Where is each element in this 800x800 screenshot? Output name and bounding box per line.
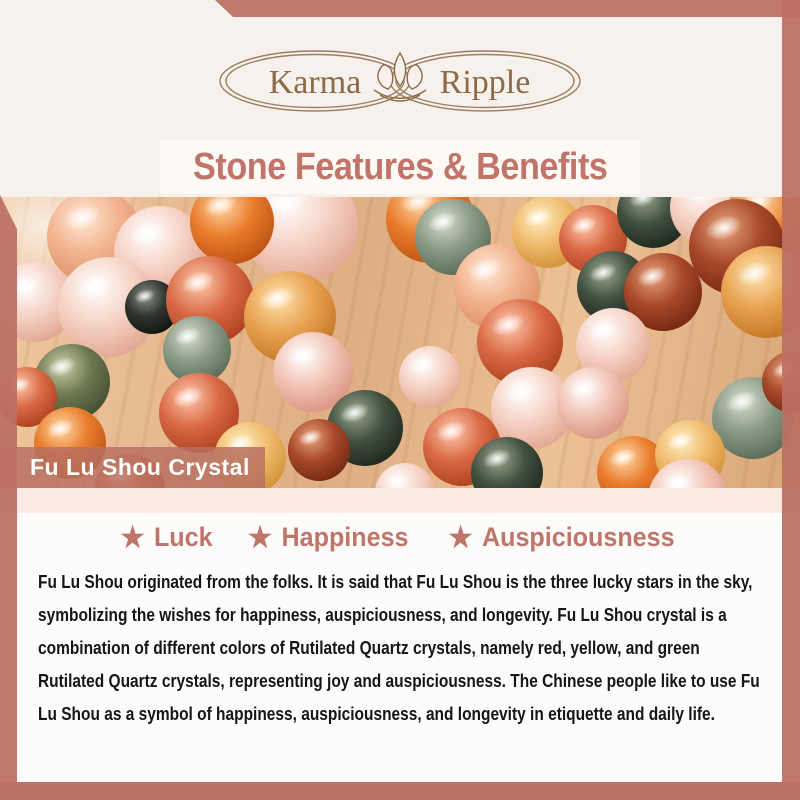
divider-band — [0, 488, 800, 513]
star-icon: ★ — [247, 522, 272, 554]
section-title-band — [160, 140, 640, 194]
lotus-icon — [210, 38, 590, 124]
brand-word-right: Ripple — [439, 64, 531, 101]
benefit-item — [120, 520, 212, 555]
brand-logo — [0, 38, 800, 124]
benefits-row — [0, 520, 800, 555]
description-paragraph: Fu Lu Shou originated from the folks. It is said that Fu Lu Shou is the three lucky stars in the sky, symbolizing the wishes for happiness, auspiciousness, and longevity. Fu Lu Shou crystal is a combination of different colors of Rutilated Quartz crystals, namely red, yellow, and green Rutilated Quartz crystals, representing joy and auspiciousness. The Chinese people like to use Fu Lu Shou as a symbol of happiness, auspiciousness, and longevity in etiquette and daily life. — [38, 572, 760, 724]
benefit-label: Luck — [153, 522, 213, 552]
benefit-label: Happiness — [281, 522, 409, 552]
frame-ribbon-right — [782, 0, 800, 800]
benefit-item — [449, 520, 675, 555]
frame-ribbon-left — [0, 195, 17, 800]
frame-ribbon-top — [0, 0, 800, 17]
crystal-beads-illustration — [0, 197, 800, 488]
star-icon: ★ — [120, 522, 145, 554]
brand-word-left: Karma — [268, 64, 362, 101]
benefit-label: Auspiciousness — [482, 522, 675, 552]
section-title: Stone Features & Benefits — [192, 145, 608, 188]
product-photo — [0, 197, 800, 488]
benefit-item — [248, 520, 408, 555]
photo-label: Fu Lu Shou Crystal — [0, 447, 265, 488]
star-icon: ★ — [448, 522, 473, 554]
frame-ribbon-bottom — [0, 782, 800, 800]
